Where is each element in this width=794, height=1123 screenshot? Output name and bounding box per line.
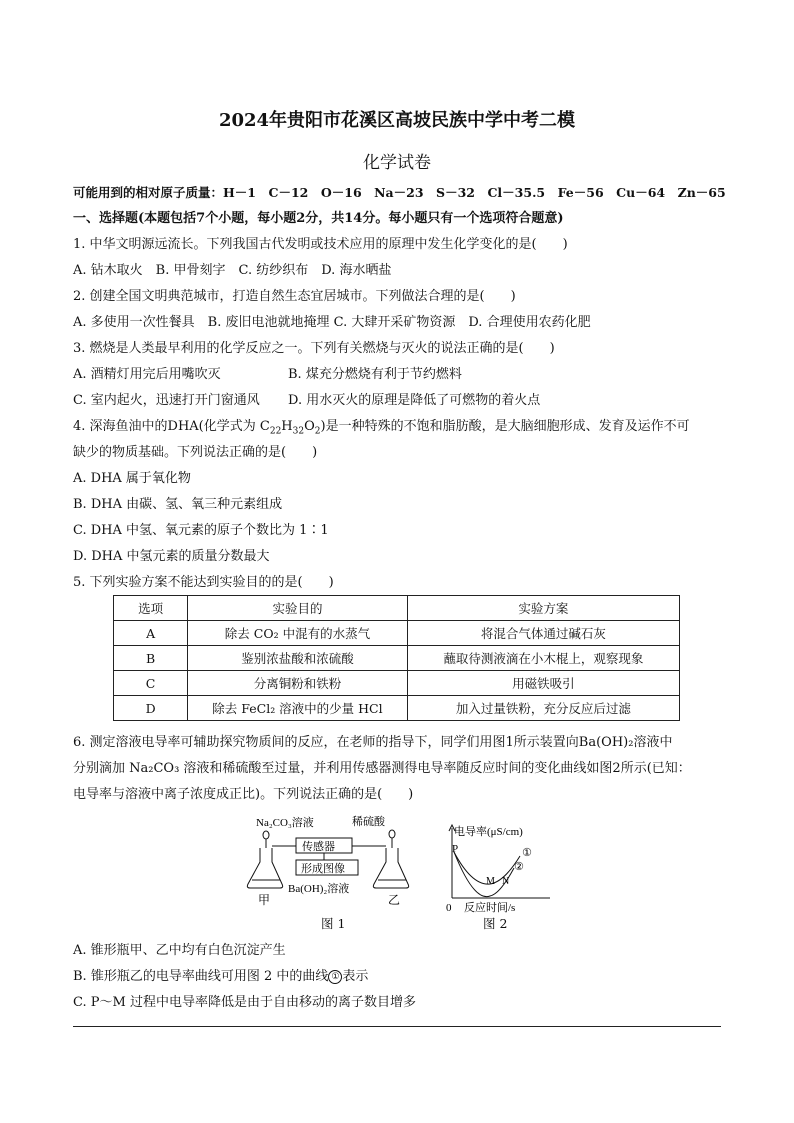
table-header-option: 选项 <box>114 596 188 621</box>
figure-2-caption: 图 2 <box>483 916 508 931</box>
q3-stem: 3. 燃烧是人类最早利用的化学反应之一。下列有关燃烧与灭火的说法正确的是( ) <box>73 341 555 356</box>
q4-stem-line2: 缺少的物质基础。下列说法正确的是( ) <box>73 445 318 460</box>
point-m: M <box>486 876 495 887</box>
table-row <box>114 696 680 721</box>
atomic-masses: 可能用到的相对原子质量：H－1 C－12 O－16 Na－23 S－32 Cl－35.5 Fe－56 Cu－64 Zn－65 <box>73 185 726 200</box>
table-header-row <box>114 596 680 621</box>
q5-table <box>113 595 680 721</box>
dropper-right <box>389 830 395 848</box>
point-p: P <box>452 843 459 855</box>
figure-1-apparatus <box>240 810 420 910</box>
table-row <box>114 621 680 646</box>
row-plan: 加入过量铁粉，充分反应后过滤 <box>407 696 679 721</box>
q6-stem-line1: 6. 测定溶液电导率可辅助探究物质间的反应，在老师的指导下，同学们用图1所示装置向Ba(OH)₂溶液中 <box>73 735 673 750</box>
row-purpose: 除去 CO₂ 中混有的水蒸气 <box>188 621 408 646</box>
q6-option-b: B. 锥形瓶乙的电导率曲线可用图 2 中的曲线 ① 表示 <box>73 969 369 984</box>
sensor-label: 传感器 <box>302 841 335 853</box>
q6-option-c: C. P～M 过程中电导率降低是由于自由移动的离子数目增多 <box>73 995 416 1010</box>
q6-stem-line3: 电导率与溶液中离子浓度成正比)。下列说法正确的是( ) <box>73 787 414 802</box>
graph-label: 形成图像 <box>301 863 345 875</box>
figure-2-graph <box>438 822 558 914</box>
q1-options: A. 钻木取火 B. 甲骨刻字 C. 纺纱织布 D. 海水晒盐 <box>73 263 392 278</box>
flask-left-label: 甲 <box>258 893 271 907</box>
point-n: N <box>502 876 510 887</box>
q4-option-b: B. DHA 由碳、氢、氧三种元素组成 <box>73 497 283 512</box>
q3-option-d: D. 用水灭火的原理是降低了可燃物的着火点 <box>288 393 541 408</box>
table-row <box>114 671 680 696</box>
exam-subtitle: 化学试卷 <box>363 153 431 173</box>
curve-2-label: ② <box>514 860 524 873</box>
flask-right-label: 乙 <box>388 893 401 907</box>
q4-option-d: D. DHA 中氢元素的质量分数最大 <box>73 549 270 564</box>
exam-title: 2024年贵阳市花溪区高坡民族中学中考二模 <box>218 110 576 131</box>
table-header-plan: 实验方案 <box>407 596 679 621</box>
y-axis-label: 电导率(μS/cm) <box>454 826 523 838</box>
row-option: C <box>114 671 188 696</box>
q4-option-c: C. DHA 中氢、氧元素的原子个数比为 1∶1 <box>73 523 329 538</box>
label-h2so4: 稀硫酸 <box>352 816 385 828</box>
origin-label: 0 <box>446 902 452 914</box>
q6-option-a: A. 锥形瓶甲、乙中均有白色沉淀产生 <box>73 943 286 958</box>
curve-mark: ① <box>328 970 342 984</box>
row-purpose: 分离铜粉和铁粉 <box>188 671 408 696</box>
flask-right <box>373 848 408 888</box>
q3-option-b: B. 煤充分燃烧有利于节约燃料 <box>288 367 462 382</box>
row-plan: 蘸取待测液滴在小木棍上，观察现象 <box>407 646 679 671</box>
q3-option-c: C. 室内起火，迅速打开门窗通风 <box>73 393 260 408</box>
label-na2co3: Na₂CO₃溶液 <box>256 817 314 829</box>
q6-stem-line2: 分别滴加 Na₂CO₃ 溶液和稀硫酸至过量，并利用传感器测得电导率随反应时间的变化曲线如图2所示(已知： <box>73 761 691 776</box>
table-header-purpose: 实验目的 <box>188 596 408 621</box>
q3-option-a: A. 酒精灯用完后用嘴吹灭 <box>73 367 221 382</box>
label-baoh2: Ba(OH)₂溶液 <box>288 883 350 895</box>
row-option: A <box>114 621 188 646</box>
q5-stem: 5. 下列实验方案不能达到实验目的的是( ) <box>73 575 334 590</box>
x-axis-label: 反应时间/s <box>464 902 516 914</box>
q2-options: A. 多使用一次性餐具 B. 废旧电池就地掩埋 C. 大肆开采矿物资源 D. 合理使用农药化肥 <box>73 315 591 330</box>
page-divider <box>73 1026 721 1027</box>
dropper-left <box>263 831 269 848</box>
row-plan: 用磁铁吸引 <box>407 671 679 696</box>
curve-1-label: ① <box>522 846 532 859</box>
q1-stem: 1. 中华文明源远流长。下列我国古代发明或技术应用的原理中发生化学变化的是( ) <box>73 237 568 252</box>
q2-stem: 2. 创建全国文明典范城市，打造自然生态宜居城市。下列做法合理的是( ) <box>73 289 516 304</box>
row-option: B <box>114 646 188 671</box>
q4-stem: 4. 深海鱼油中的DHA(化学式为 $C_{22}H_{32}O_2$)是一种特殊的不饱和脂肪酸，是大脑细胞形成、发育及运作不可 <box>73 419 690 437</box>
section-heading: 一、选择题(本题包括7个小题，每小题2分，共14分。每小题只有一个选项符合题意) <box>73 211 564 226</box>
row-plan: 将混合气体通过碱石灰 <box>407 621 679 646</box>
row-option: D <box>114 696 188 721</box>
flask-left <box>247 848 282 888</box>
figure-1-caption: 图 1 <box>321 916 346 931</box>
table-row <box>114 646 680 671</box>
curve-2 <box>454 852 514 897</box>
row-purpose: 除去 FeCl₂ 溶液中的少量 HCl <box>188 696 408 721</box>
row-purpose: 鉴别浓盐酸和浓硫酸 <box>188 646 408 671</box>
q4-option-a: A. DHA 属于氧化物 <box>73 471 191 486</box>
